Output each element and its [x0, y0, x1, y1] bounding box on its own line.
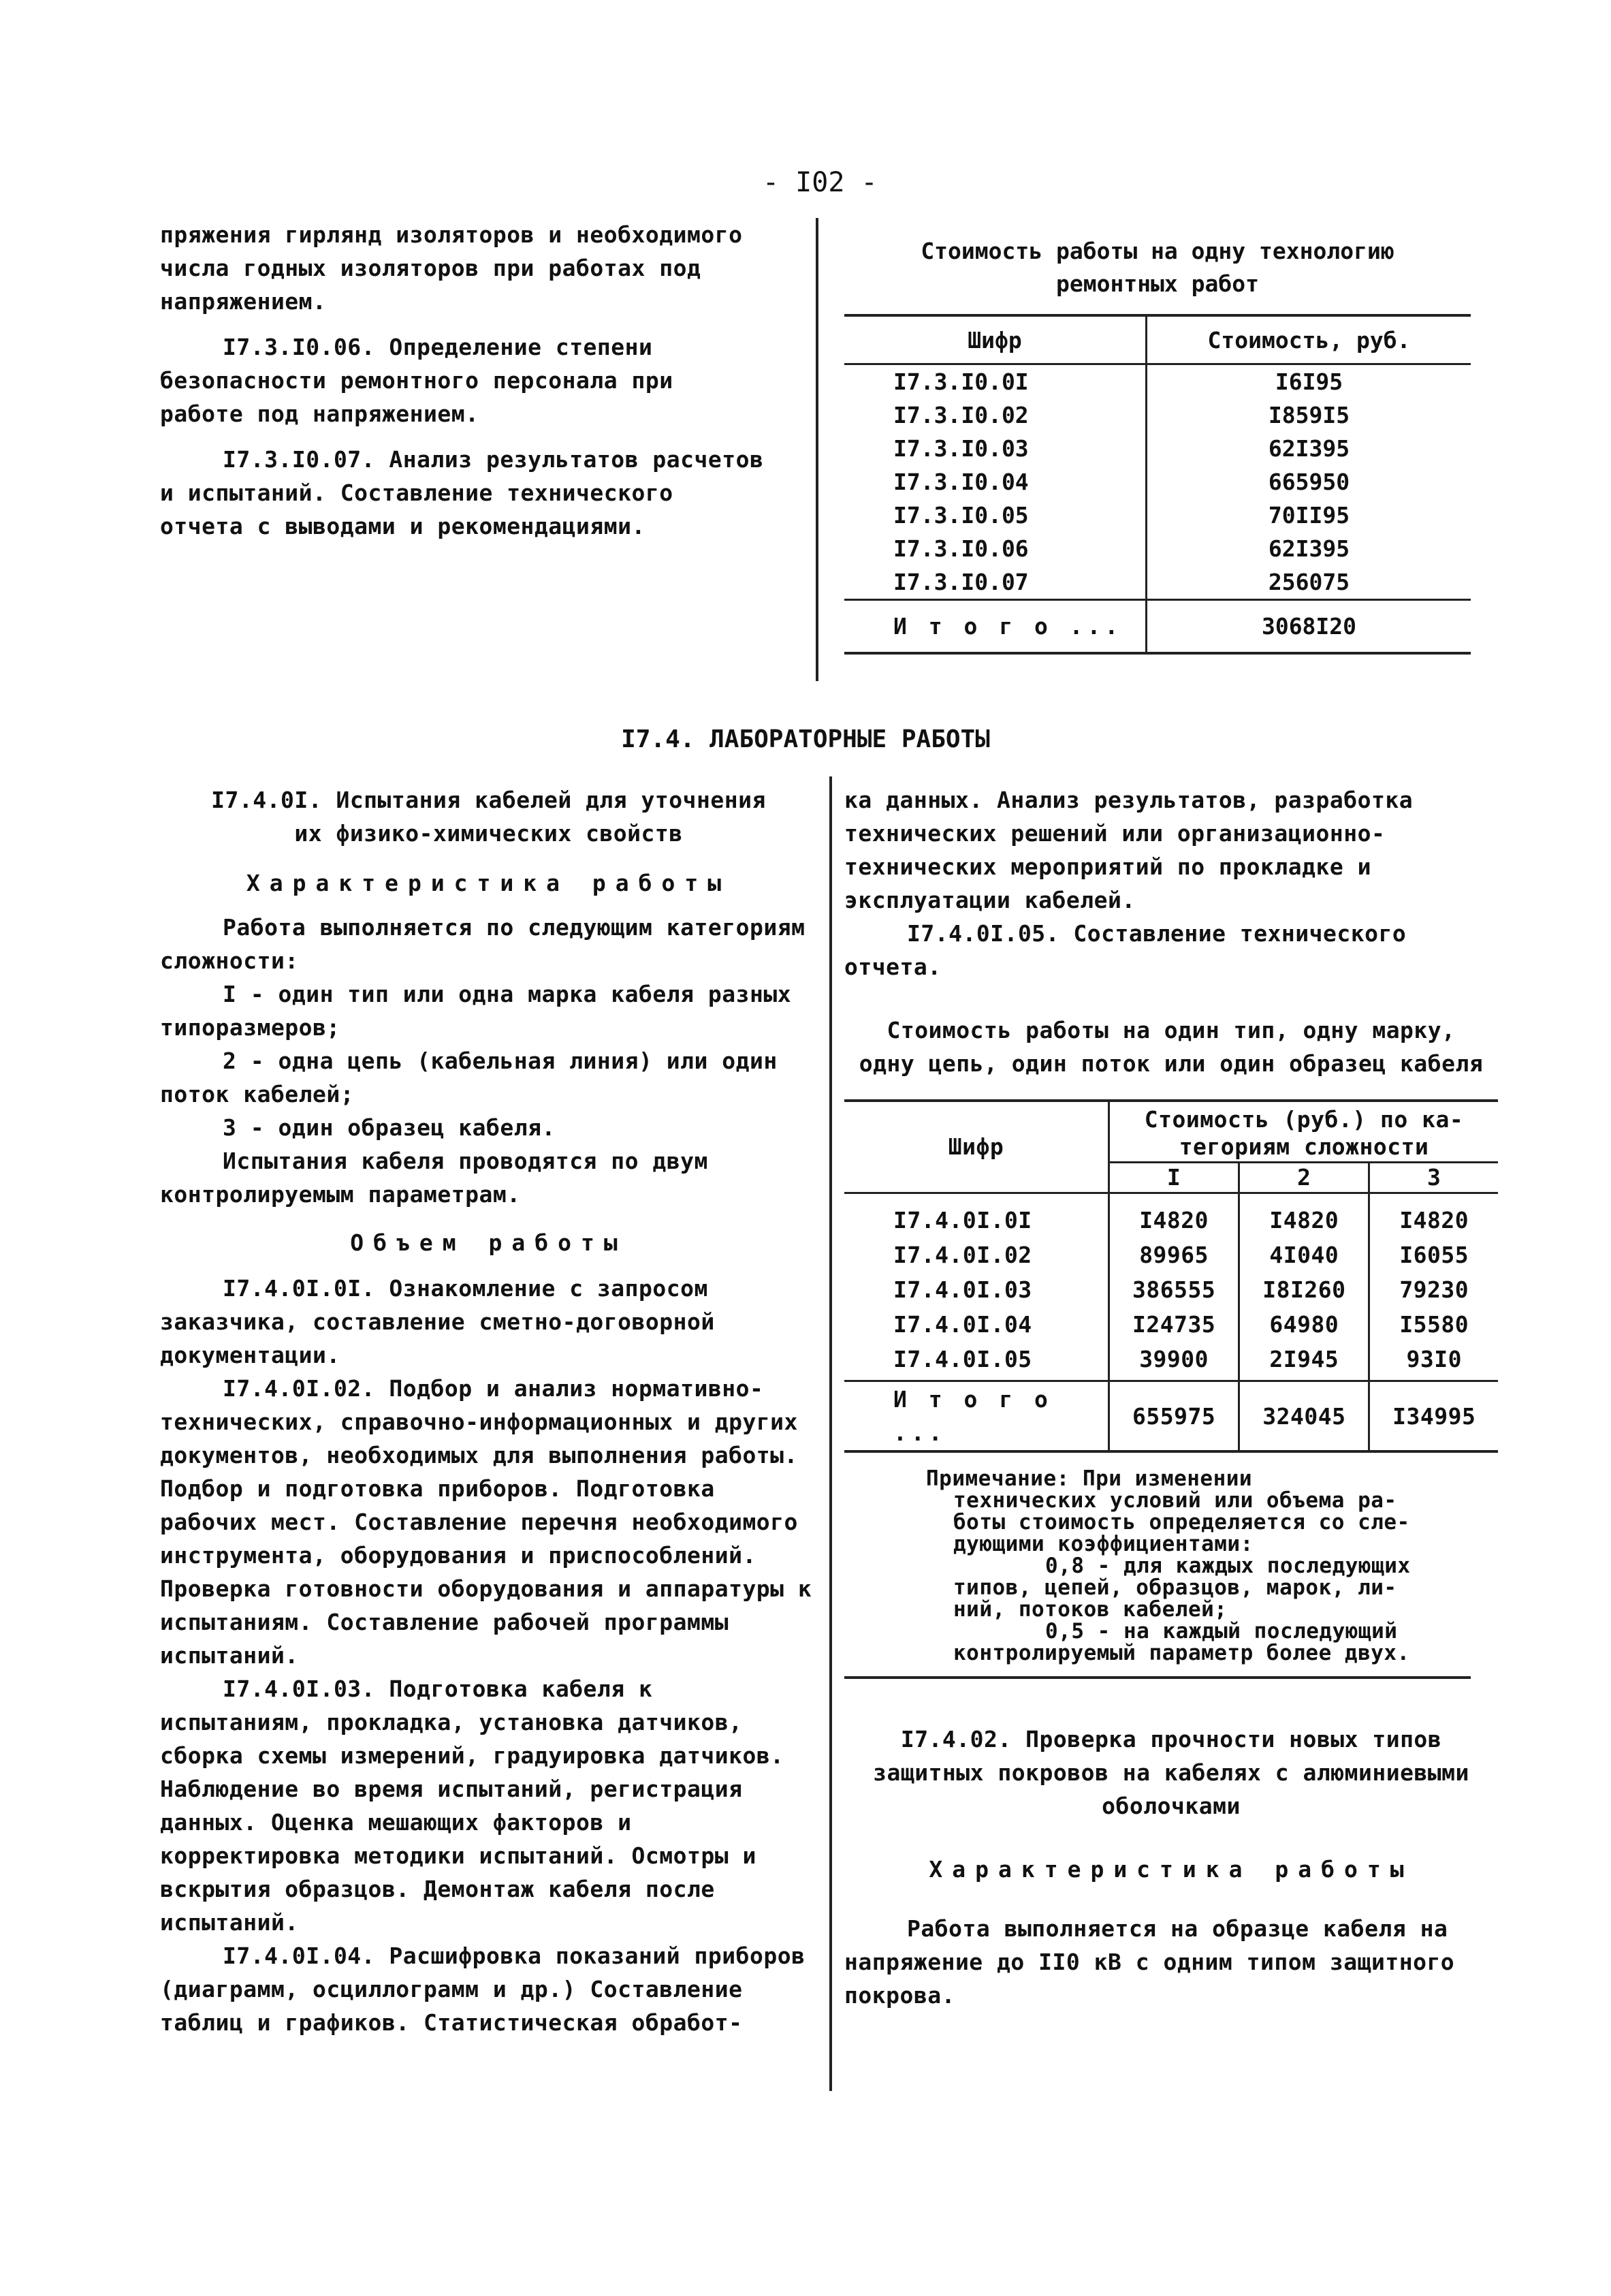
table2-cell-value: I4820	[1109, 1193, 1239, 1238]
paragraph-continued: пряжения гирлянд изоляторов и необходимого числа годных изоляторов при работах под напряжением.	[160, 221, 743, 315]
cost-table-1	[844, 314, 1471, 655]
paragraph-17-4-01-03: I7.4.0I.03. Подготовка кабеля к испытаниям, прокладка, установка датчиков, сборка схемы измерений, градуировка датчиков. Наблюдение во время испытаний, регистрация данных. Оценка мешающих факторов и корректировка методики испытаний. Осмотры и вскрытия образцов. Демонтаж кабеля после испытаний.	[160, 1676, 784, 1936]
table1-cell-cost: 62I395	[1147, 532, 1471, 565]
table2-cell-value: I8I260	[1239, 1272, 1369, 1307]
heading-17-4-02-line1: I7.4.02. Проверка прочности новых типов	[900, 1726, 1442, 1752]
table2-header-cost-line1: Стоимость (руб.) по ка-	[1144, 1106, 1464, 1133]
table2-cell-value: 64980	[1239, 1307, 1369, 1342]
table2-cell-value: 386555	[1109, 1272, 1239, 1307]
heading-17-4-02-line3: оболочками	[1102, 1793, 1241, 1819]
table2-cell-value: I6055	[1369, 1238, 1498, 1272]
table1-row	[844, 364, 1471, 399]
note-line-5: 0,8 - для каждых последующих	[1045, 1554, 1411, 1578]
paragraph-17-3-10-06: I7.3.I0.06. Определение степени безопасности ремонтного персонала при работе под напряжением.	[160, 334, 673, 427]
characteristics-heading-2: Характеристика работы	[929, 1856, 1414, 1883]
column-divider-bottom	[829, 776, 832, 2091]
table1-caption-line1: Стоимость работы на одну технологию	[921, 238, 1394, 264]
note-line-9: контролируемый параметр более двух.	[953, 1641, 1410, 1665]
category-2: 2 - одна цепь (кабельная линия) или один поток кабелей;	[160, 1048, 778, 1107]
heading-17-4-01-line2: их физико-химических свойств	[294, 820, 683, 847]
table2-cell-value: 79230	[1369, 1272, 1498, 1307]
section-title: I7.4. ЛАБОРАТОРНЫЕ РАБОТЫ	[621, 725, 990, 753]
table1-cell-code: I7.3.I0.0I	[893, 368, 1029, 395]
table2-cell-value: 39900	[1109, 1342, 1239, 1381]
note-block	[844, 1468, 1498, 1664]
table1-cell-code: I7.3.I0.02	[893, 402, 1029, 428]
table1-total-value: 3068I20	[1147, 600, 1471, 654]
table2-header-cost-line2: тегориям сложности	[1179, 1133, 1429, 1160]
table2-row	[844, 1307, 1498, 1342]
left-top-text	[160, 218, 766, 555]
table1-row	[844, 432, 1471, 465]
table1-cell-cost: 665950	[1147, 465, 1471, 499]
table2-total-value: I34995	[1369, 1381, 1498, 1452]
table2-row	[844, 1238, 1498, 1272]
paragraph-17-4-02: Работа выполняется на образце кабеля на напряжение до II0 кВ с одним типом защитного покрова.	[844, 1915, 1455, 2009]
heading-17-4-01-line1: I7.4.0I. Испытания кабелей для уточнения	[211, 787, 766, 813]
table1-total-label: И т о г о ...	[844, 600, 1147, 654]
paragraph-17-4-01-01: I7.4.0I.0I. Ознакомление с запросом заказчика, составление сметно-договорной документации.	[160, 1275, 715, 1368]
table2-header-code: Шифр	[844, 1101, 1109, 1193]
note-line-1: Примечание: При изменении	[926, 1466, 1253, 1491]
table2-caption-line1: Стоимость работы на один тип, одну марку,	[887, 1017, 1456, 1043]
table2-row	[844, 1342, 1498, 1381]
table1-caption-line2: ремонтных работ	[1055, 270, 1259, 297]
table2-cell-code: I7.4.0I.04	[893, 1311, 1032, 1338]
cost-table-2	[844, 1099, 1498, 1453]
left-column	[160, 783, 817, 2039]
table2-total-value: 655975	[1109, 1381, 1239, 1452]
paragraph-17-3-10-07: I7.3.I0.07. Анализ результатов расчетов и испытаний. Составление технического отчета с выводами и рекомендациями.	[160, 446, 764, 539]
table1-header-code: Шифр	[844, 315, 1147, 364]
note-line-6: типов, цепей, образцов, марок, ли-	[953, 1575, 1397, 1600]
cost-table-1-block	[844, 235, 1471, 655]
table2-cell-value: 4I040	[1239, 1238, 1369, 1272]
table1-cell-cost: 256075	[1147, 565, 1471, 600]
table2-header-category: I	[1109, 1163, 1239, 1193]
table2-cell-value: 89965	[1109, 1238, 1239, 1272]
volume-heading: Объем работы	[350, 1229, 627, 1256]
table2-cell-code: I7.4.0I.0I	[893, 1207, 1032, 1233]
table1-cell-cost: I6I95	[1147, 364, 1471, 399]
table1-row	[844, 398, 1471, 432]
column-divider-top	[816, 218, 818, 681]
note-line-7: ний, потоков кабелей;	[953, 1597, 1228, 1622]
note-line-2: технических условий или объема ра-	[953, 1488, 1397, 1513]
table2-total-value: 324045	[1239, 1381, 1369, 1452]
table2-caption-line2: одну цепь, один поток или один образец кабеля	[859, 1050, 1484, 1077]
table2-cell-value: I4820	[1369, 1193, 1498, 1238]
table2-row	[844, 1272, 1498, 1307]
table2-header-category: 3	[1369, 1163, 1498, 1193]
paragraph-17-4-01-04: I7.4.0I.04. Расшифровка показаний приборов (диаграмм, осциллограмм и др.) Составление таблиц и графиков. Статистическая обработ-	[160, 1943, 806, 2036]
table2-cell-value: I5580	[1369, 1307, 1498, 1342]
table1-row	[844, 532, 1471, 565]
paragraph-parameters: Испытания кабеля проводятся по двум контролируемым параметрам.	[160, 1148, 708, 1208]
table1-row	[844, 499, 1471, 532]
table1-cell-cost: 62I395	[1147, 432, 1471, 465]
table1-cell-code: I7.3.I0.04	[893, 469, 1029, 495]
table2-total-label: И т о г о ...	[844, 1381, 1109, 1452]
paragraph-17-4-01-02: I7.4.0I.02. Подбор и анализ нормативно-технических, справочно-информационных и других документов, необходимых для выполнения работы. Подбор и подготовка приборов. Подготовка рабочих мест. Составление перечня необходимого инструмента, оборудования и приспособлений. Проверка готовности оборудования и аппаратуры к испытаниям. Составление рабочей программы испытаний.	[160, 1375, 812, 1669]
table1-row	[844, 565, 1471, 600]
note-line-4: дующими коэффициентами:	[953, 1532, 1254, 1556]
table1-cell-code: I7.3.I0.07	[893, 569, 1029, 595]
heading-17-4-02-line2: защитных покровов на кабелях с алюминиевыми	[873, 1759, 1469, 1786]
category-1: I - один тип или одна марка кабеля разных типоразмеров;	[160, 981, 792, 1041]
table1-cell-cost: I859I5	[1147, 398, 1471, 432]
characteristics-heading: Характеристика работы	[246, 870, 731, 896]
table2-row	[844, 1193, 1498, 1238]
table2-cell-code: I7.4.0I.02	[893, 1242, 1032, 1268]
table2-cell-value: I24735	[1109, 1307, 1239, 1342]
table2-cell-code: I7.4.0I.05	[893, 1346, 1032, 1372]
table2-cell-value: 93I0	[1369, 1342, 1498, 1381]
note-line-3: боты стоимость определяется со сле-	[953, 1510, 1410, 1535]
table1-cell-code: I7.3.I0.03	[893, 435, 1029, 462]
table1-cell-code: I7.3.I0.06	[893, 535, 1029, 562]
table1-row	[844, 465, 1471, 499]
table1-cell-cost: 70II95	[1147, 499, 1471, 532]
table2-header-cost	[1109, 1101, 1499, 1163]
category-3: 3 - один образец кабеля.	[223, 1114, 556, 1141]
table1-cell-code: I7.3.I0.05	[893, 502, 1029, 529]
note-rule	[844, 1676, 1471, 1679]
table2-cell-value: I4820	[1239, 1193, 1369, 1238]
paragraph-17-4-01-05: I7.4.0I.05. Составление технического отчета.	[844, 920, 1407, 980]
page-number: - I02 -	[763, 167, 878, 198]
table2-cell-value: 2I945	[1239, 1342, 1369, 1381]
table1-header-cost: Стоимость, руб.	[1147, 315, 1471, 364]
note-line-8: 0,5 - на каждый последующий	[1045, 1619, 1398, 1644]
right-column	[844, 783, 1498, 2012]
table2-cell-code: I7.4.0I.03	[893, 1276, 1032, 1303]
paragraph-categories: Работа выполняется по следующим категориям сложности:	[160, 914, 806, 974]
paragraph-continued-right: ка данных. Анализ результатов, разработка технических решений или организационно-технических мероприятий по прокладке и эксплуатации кабелей.	[844, 787, 1414, 913]
table2-header-category: 2	[1239, 1163, 1369, 1193]
